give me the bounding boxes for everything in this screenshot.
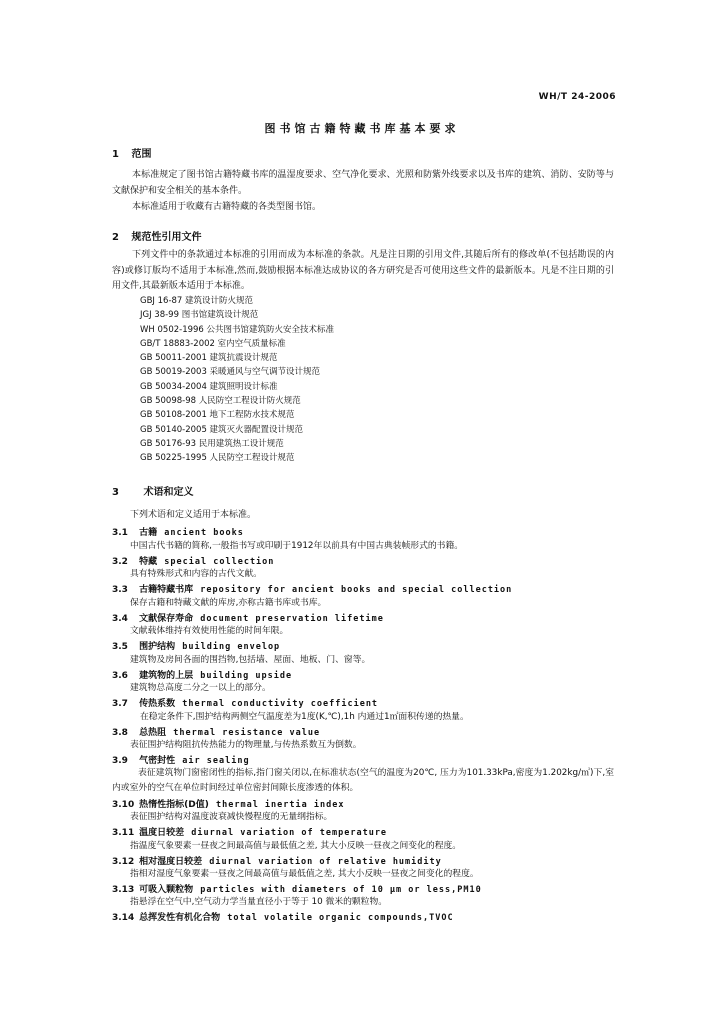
reference-item: GB 50176-93 民用建筑热工设计规范 (140, 438, 284, 449)
term-heading (112, 639, 280, 652)
term-en: total volatile organic compounds,TVOC (227, 913, 454, 923)
term-number: 3.10 (112, 800, 135, 810)
term-number: 3.14 (112, 913, 135, 923)
term-cn: 建筑物的上层 (139, 671, 194, 681)
reference-item: GB 50019-2003 采暖通风与空气调节设计规范 (140, 367, 321, 378)
term-definition: 指温度气象要素一昼夜之间最高值与最低值之差, 其大小反映一昼夜之间变化的程度。 (130, 841, 462, 851)
term-en: thermal resistance value (173, 728, 321, 738)
term-heading (112, 611, 384, 624)
reference-item: GB 50140-2005 建筑灭火器配置设计规范 (140, 424, 304, 435)
term-definition: 建筑物及房间各面的围挡物,包括墙、屋面、地板、门、窗等。 (130, 655, 371, 665)
term-en: document preservation lifetime (200, 614, 384, 624)
term-cn: 气密封性 (139, 756, 176, 766)
reference-list (140, 294, 334, 466)
document-title: 图书馆古籍特藏书库基本要求 (264, 122, 460, 135)
term-number: 3.11 (112, 828, 135, 838)
reference-item: GB/T 18883-2002 室内空气质量标准 (140, 338, 286, 349)
term-en: repository for ancient books and special collection (200, 585, 513, 595)
term-heading (112, 753, 250, 766)
term-en: thermal conductivity coefficient (182, 699, 379, 709)
term-number: 3.8 (112, 728, 128, 738)
section-number: 1 (112, 149, 119, 160)
term-heading (112, 910, 454, 923)
term-definition: 具有特殊形式和内容的古代文献。 (130, 569, 262, 579)
term-number: 3.13 (112, 885, 135, 895)
term-number: 3.5 (112, 642, 128, 652)
term-number: 3.7 (112, 699, 128, 709)
term-number: 3.6 (112, 671, 128, 681)
term-cn: 总热阻 (139, 728, 167, 738)
reference-item: GBJ 16-87 建筑设计防火规范 (140, 296, 254, 306)
term-definition: 文献载体维持有效使用性能的时间年限。 (130, 626, 289, 636)
term-heading (112, 725, 320, 738)
scope-paragraph-2: 本标准适用于收藏有古籍特藏的各类型图书馆。 (132, 202, 322, 212)
term-cn: 热惰性指标(D值) (139, 800, 209, 810)
term-definition: 表征围护结构对温度波衰减快慢程度的无量纲指标。 (130, 812, 333, 822)
term-definition: 指相对湿度气象要素一昼夜之间最高值与最低值之差, 其大小反映一昼夜之间变化的程度。 (130, 869, 479, 879)
reference-item: GB 50225-1995 人民防空工程设计规范 (140, 453, 295, 464)
term-cn: 总挥发性有机化合物 (139, 913, 221, 923)
term-heading (112, 825, 387, 838)
term-cn: 文献保存寿命 (139, 614, 194, 624)
term-cn: 传热系数 (139, 699, 176, 709)
term-definition: 在稳定条件下,围护结构两侧空气温度差为1度(K,℃),1h 内通过1㎡面积传递的热量。 (140, 712, 469, 722)
scope-paragraph-1: 本标准规定了图书馆古籍特藏书库的温湿度要求、空气净化要求、光照和防紫外线要求以及书库的建筑、消防、安防等与文献保护和安全相关的基本条件。 (112, 170, 614, 196)
term-cn: 特藏 (139, 557, 158, 567)
term-number: 3.12 (112, 857, 135, 867)
term-en: building envelop (182, 642, 281, 652)
reference-item: GB 50098-98 人民防空工程设计防火规范 (140, 396, 301, 407)
reference-item: WH 0502-1996 公共图书馆建筑防火安全技术标准 (140, 324, 335, 335)
term-definition: 保存古籍和特藏文献的库房,亦称古籍书库或书库。 (130, 598, 327, 608)
term-number: 3.2 (112, 557, 128, 567)
term-en: diurnal variation of relative humidity (209, 857, 442, 867)
term-en: air sealing (182, 756, 250, 766)
term-number: 3.3 (112, 585, 128, 595)
term-cn: 相对湿度日较差 (139, 857, 203, 867)
term-definition: 指悬浮在空气中,空气动力学当量直径小于等于 10 微米的颗粒物。 (130, 897, 388, 907)
section-title: 范围 (131, 149, 152, 160)
normative-paragraph: 下列文件中的条款通过本标准的引用而成为本标准的条款。凡是注日期的引用文件,其随后所有的修改单(不包括勘误的内容)或修订版均不适用于本标准,然而,鼓励根据本标准达成协议的各方研究是否可使用这些文件的最新版本。凡是不注日期的引用文件,其最新版本适用于本标准。 (112, 250, 614, 291)
term-cn: 古籍 (139, 528, 158, 538)
term-cn: 温度日较差 (139, 828, 185, 838)
term-cn: 可吸入颗粒物 (139, 885, 194, 895)
term-en: building upside (200, 671, 293, 681)
reference-item: JGJ 38-99 图书馆建筑设计规范 (140, 310, 259, 321)
term-definition: 中国古代书籍的简称,一般指书写或印刷于1912年以前具有中国古典装帧形式的书籍。 (130, 541, 464, 551)
section-heading-normative (112, 228, 201, 243)
section-number: 2 (112, 232, 119, 243)
section-heading-terms (112, 483, 193, 498)
term-definition: 建筑物总高度二分之一以上的部分。 (130, 683, 271, 693)
term-number: 3.4 (112, 614, 128, 624)
section-number: 3 (112, 487, 119, 498)
term-en: diurnal variation of temperature (191, 828, 388, 838)
standard-code: WH/T 24-2006 (538, 92, 616, 102)
terms-intro: 下列术语和定义适用于本标准。 (130, 510, 257, 520)
term-heading (112, 668, 292, 681)
term-heading (112, 582, 512, 595)
term-definition: 表征建筑物门窗密闭性的指标,指门窗关闭以,在标准状态(空气的温度为20℃, 压力为101.33kPa,密度为1.202kg/㎥)下,室内或室外的空气在单位时间经过单位密封间隙长度渗透的体积。 (112, 768, 614, 793)
term-number: 3.9 (112, 756, 128, 766)
section-heading-scope (112, 145, 151, 160)
reference-item: GB 50108-2001 地下工程防水技术规范 (140, 410, 295, 421)
term-heading (112, 797, 344, 810)
reference-item: GB 50011-2001 建筑抗震设计规范 (140, 353, 278, 364)
term-cn: 围护结构 (139, 642, 176, 652)
term-en: thermal inertia index (215, 800, 345, 810)
term-number: 3.1 (112, 528, 128, 538)
term-heading (112, 554, 274, 567)
term-en: ancient books (164, 528, 244, 538)
term-en: particles with diameters of 10 μm or less,PM10 (200, 885, 482, 895)
term-heading (112, 525, 244, 538)
term-heading (112, 882, 482, 895)
term-heading (112, 854, 442, 867)
reference-item: GB 50034-2004 建筑照明设计标准 (140, 381, 278, 392)
term-definition: 表征围护结构阻抗传热能力的物理量,与传热系数互为倒数。 (130, 740, 362, 750)
term-heading (112, 696, 378, 709)
term-en: special collection (164, 557, 275, 567)
section-title: 规范性引用文件 (131, 232, 202, 243)
section-title: 术语和定义 (143, 487, 194, 498)
term-cn: 古籍特藏书库 (139, 585, 194, 595)
